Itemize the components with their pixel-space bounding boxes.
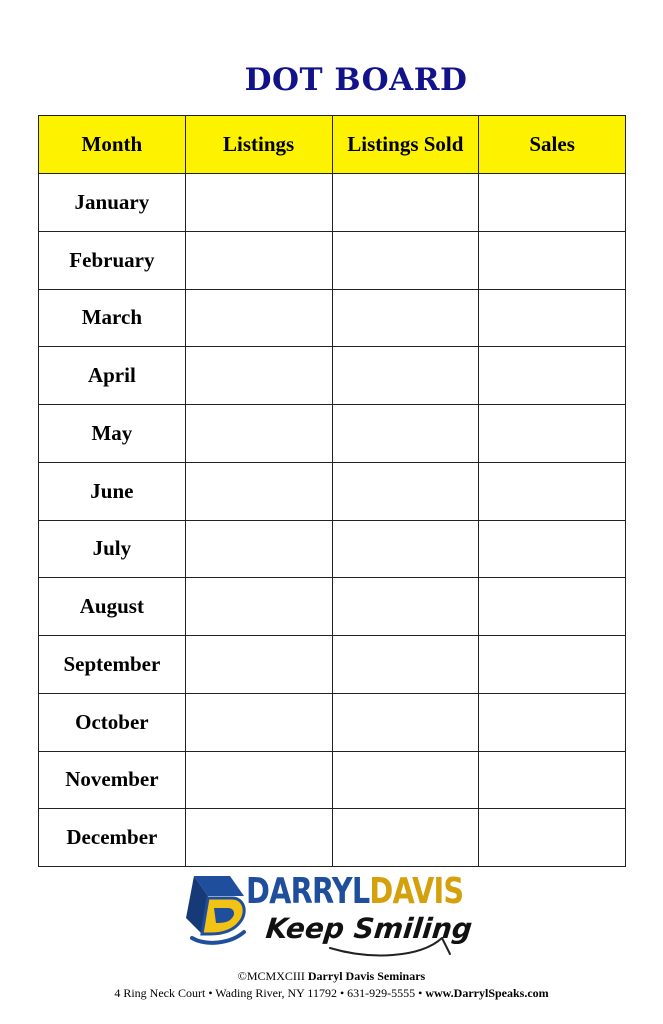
listings-cell[interactable] <box>185 578 332 636</box>
sales-cell[interactable] <box>479 231 626 289</box>
month-cell: October <box>39 693 186 751</box>
footer-copyright <box>0 969 663 984</box>
sales-cell[interactable] <box>479 636 626 694</box>
listings-cell[interactable] <box>185 347 332 405</box>
listings-sold-cell[interactable] <box>332 809 479 867</box>
listings-cell[interactable] <box>185 289 332 347</box>
sales-cell[interactable] <box>479 462 626 520</box>
listings-sold-cell[interactable] <box>332 347 479 405</box>
logo-tagline: Keep Smiling <box>264 912 474 945</box>
sales-cell[interactable] <box>479 174 626 232</box>
month-cell: March <box>39 289 186 347</box>
table-row <box>39 578 626 636</box>
listings-sold-cell[interactable] <box>332 578 479 636</box>
listings-cell[interactable] <box>185 462 332 520</box>
header-sales: Sales <box>479 116 626 174</box>
table-row <box>39 693 626 751</box>
listings-sold-cell[interactable] <box>332 751 479 809</box>
table-row <box>39 636 626 694</box>
header-listings: Listings <box>185 116 332 174</box>
header-month: Month <box>39 116 186 174</box>
page-title: DOT BOARD <box>244 62 468 98</box>
month-cell: August <box>39 578 186 636</box>
sales-cell[interactable] <box>479 809 626 867</box>
table-row <box>39 174 626 232</box>
header-listings-sold: Listings Sold <box>332 116 479 174</box>
listings-cell[interactable] <box>185 405 332 463</box>
listings-cell[interactable] <box>185 174 332 232</box>
month-cell: April <box>39 347 186 405</box>
sales-cell[interactable] <box>479 405 626 463</box>
table-row <box>39 231 626 289</box>
month-cell: June <box>39 462 186 520</box>
month-cell: November <box>39 751 186 809</box>
logo-brand-name <box>246 871 463 912</box>
month-cell: February <box>39 231 186 289</box>
listings-cell[interactable] <box>185 231 332 289</box>
month-cell: July <box>39 520 186 578</box>
company-name: Darryl Davis Seminars <box>307 969 426 983</box>
copyright-prefix: ©MCMXCIII <box>237 969 305 983</box>
address-text: 4 Ring Neck Court • Wading River, NY 11792 • 631-929-5555 • <box>114 986 423 1000</box>
listings-cell[interactable] <box>185 636 332 694</box>
footer-address <box>0 986 663 1001</box>
table-row <box>39 405 626 463</box>
listings-cell[interactable] <box>185 809 332 867</box>
table-row <box>39 520 626 578</box>
sales-cell[interactable] <box>479 347 626 405</box>
table-row <box>39 347 626 405</box>
sales-cell[interactable] <box>479 520 626 578</box>
logo-brand-last: DAVIS <box>369 871 464 912</box>
sales-cell[interactable] <box>479 578 626 636</box>
listings-sold-cell[interactable] <box>332 231 479 289</box>
header-row <box>39 116 626 174</box>
listings-sold-cell[interactable] <box>332 693 479 751</box>
listings-cell[interactable] <box>185 751 332 809</box>
month-cell: September <box>39 636 186 694</box>
listings-sold-cell[interactable] <box>332 520 479 578</box>
listings-sold-cell[interactable] <box>332 462 479 520</box>
table-row <box>39 462 626 520</box>
listings-sold-cell[interactable] <box>332 636 479 694</box>
sales-cell[interactable] <box>479 693 626 751</box>
dot-board-table <box>38 115 626 867</box>
sales-cell[interactable] <box>479 751 626 809</box>
website-link[interactable]: www.DarrylSpeaks.com <box>425 986 549 1000</box>
listings-sold-cell[interactable] <box>332 174 479 232</box>
listings-sold-cell[interactable] <box>332 289 479 347</box>
table-row <box>39 751 626 809</box>
table-row <box>39 809 626 867</box>
sales-cell[interactable] <box>479 289 626 347</box>
listings-cell[interactable] <box>185 693 332 751</box>
logo-mark-icon <box>186 876 244 943</box>
listings-cell[interactable] <box>185 520 332 578</box>
listings-sold-cell[interactable] <box>332 405 479 463</box>
table-row <box>39 289 626 347</box>
month-cell: January <box>39 174 186 232</box>
logo-brand-first: DARRYL <box>246 871 370 912</box>
month-cell: December <box>39 809 186 867</box>
month-cell: May <box>39 405 186 463</box>
